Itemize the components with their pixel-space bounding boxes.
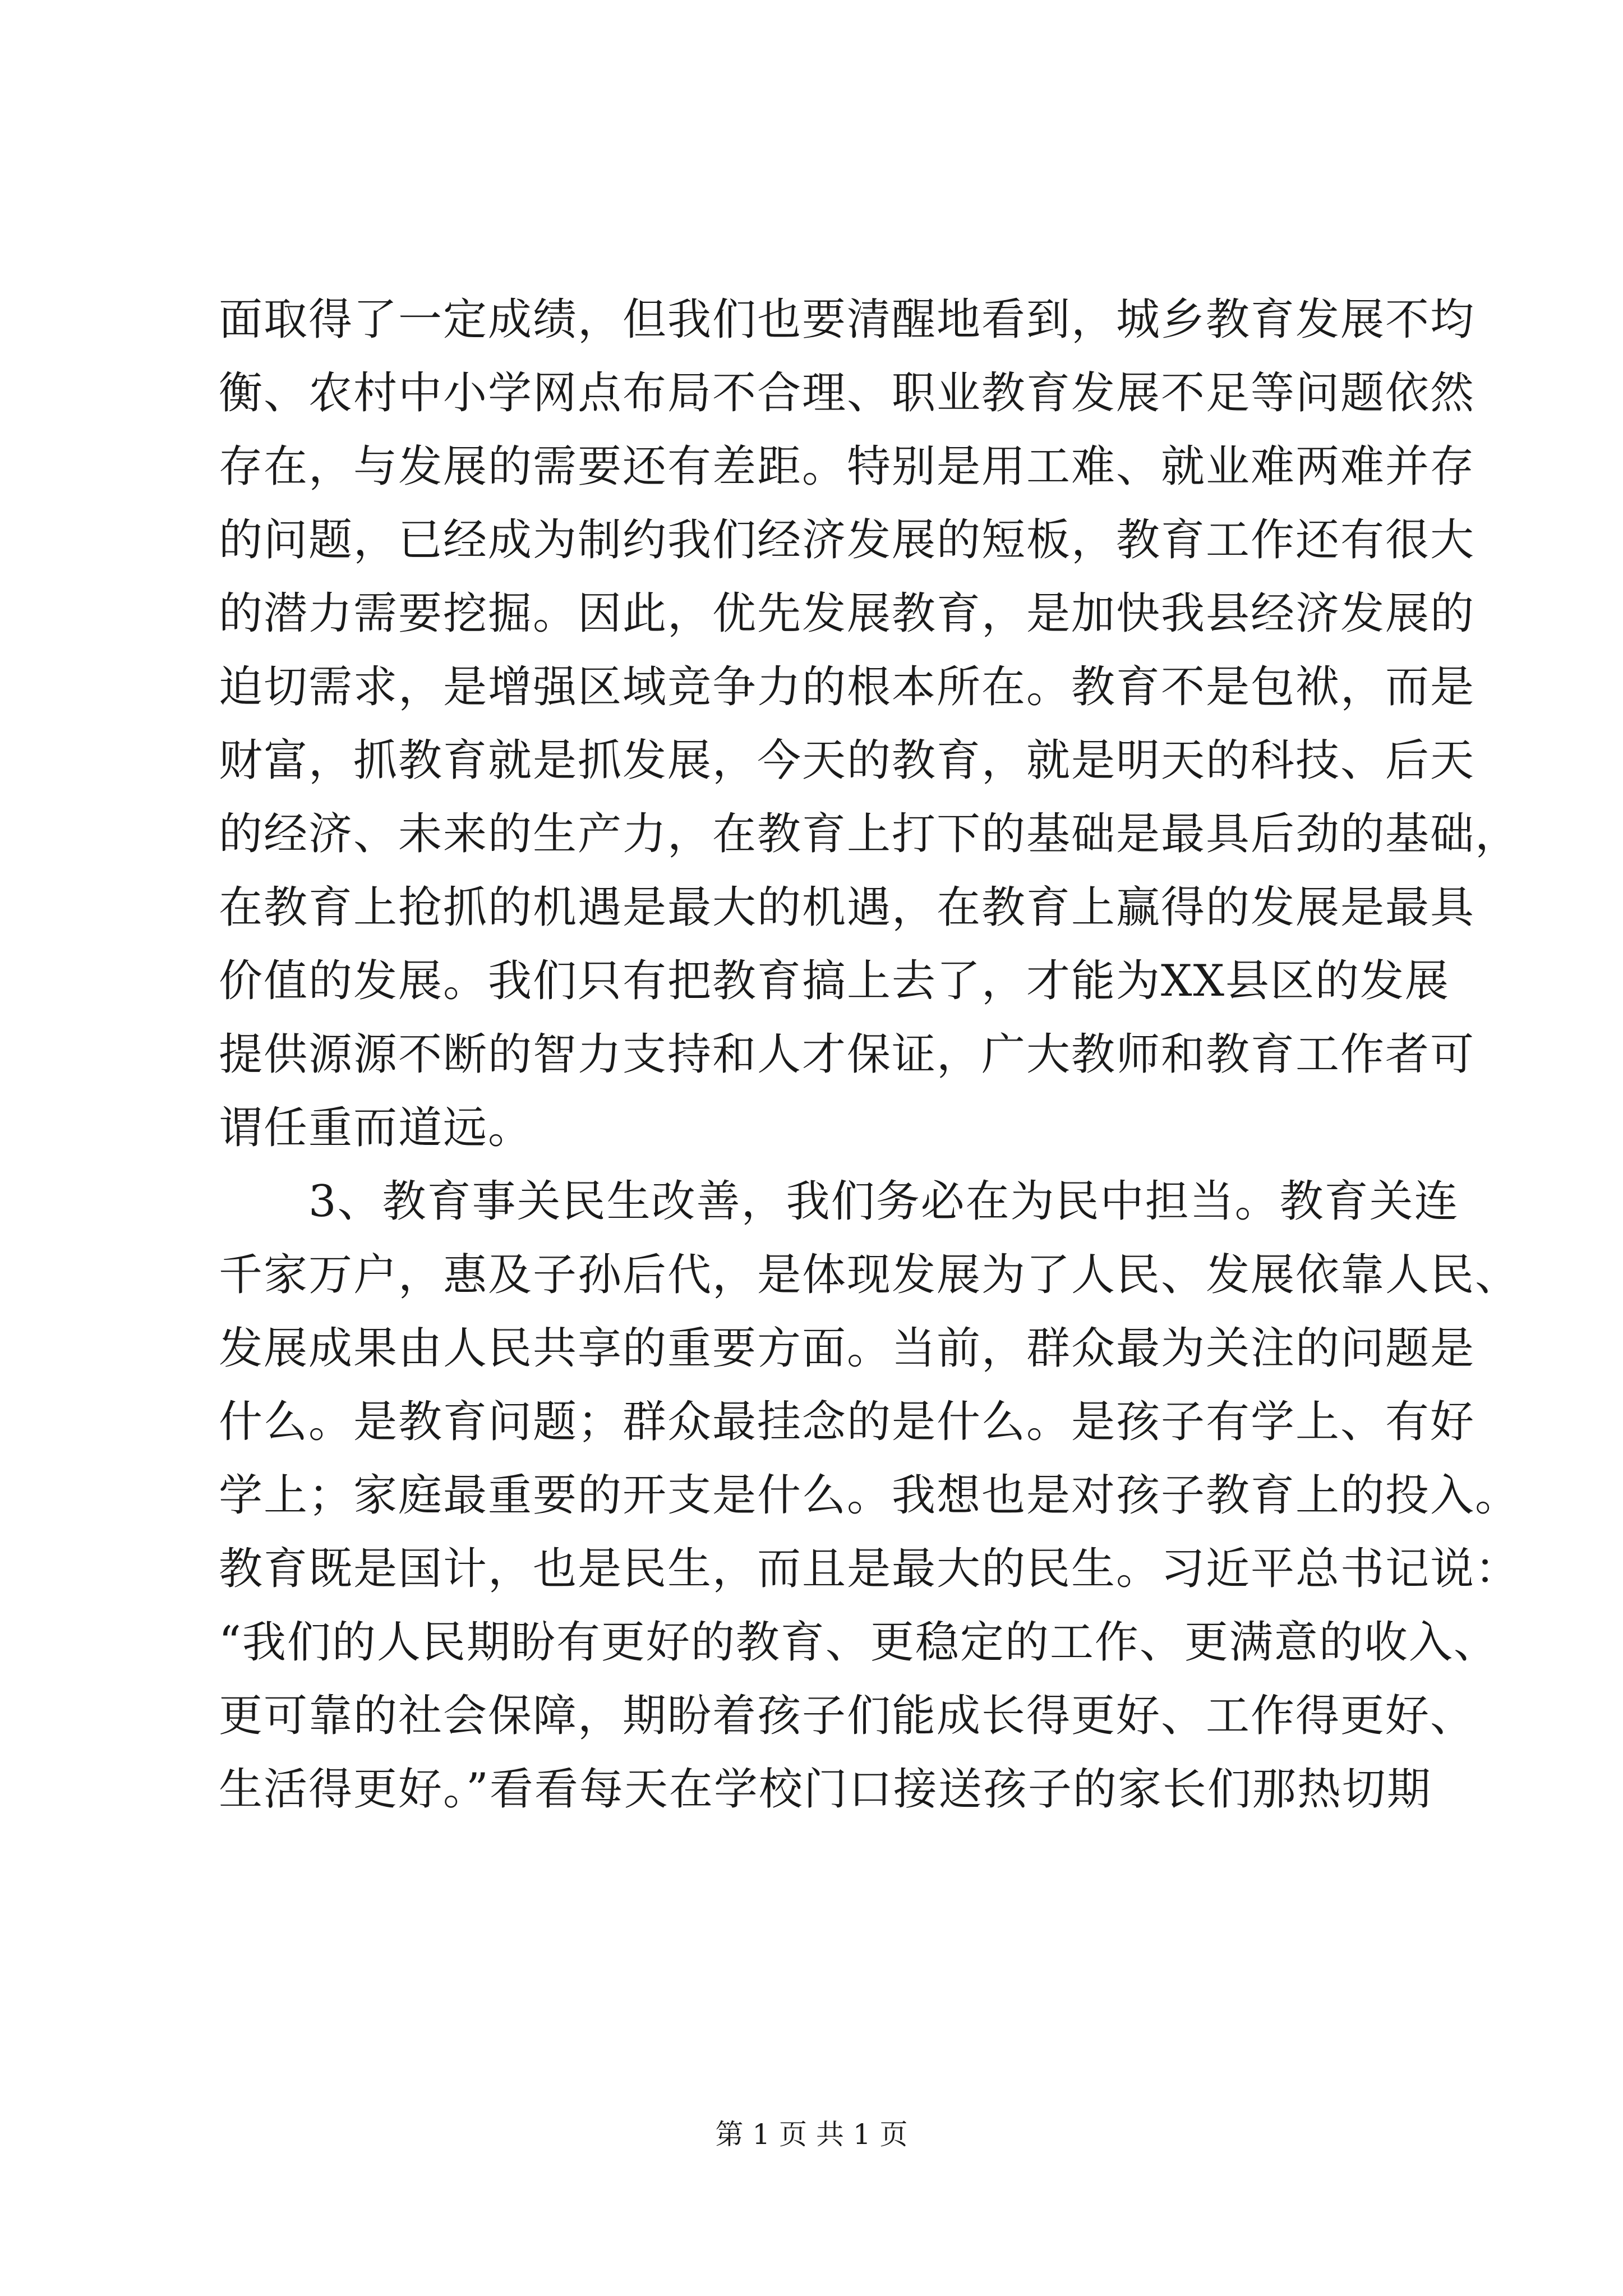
text-line: 教育既是国计，也是民生，而且是最大的民生。习近平总书记说： xyxy=(219,1544,1520,1594)
text-line: 更可靠的社会保障，期盼着孩子们能成长得更好、工作得更好、 xyxy=(219,1691,1476,1741)
text-line: 提供源源不断的智力支持和人才保证，广大教师和教育工作者可 xyxy=(219,1029,1476,1080)
text-line: 千家万户，惠及子孙后代，是体现发展为了人民、发展依靠人民、 xyxy=(219,1250,1520,1300)
text-line: 的问题，已经成为制约我们经济发展的短板，教育工作还有很大 xyxy=(219,515,1476,565)
text-line: 学上；家庭最重要的开支是什么。我想也是对孩子教育上的投入。 xyxy=(219,1470,1520,1521)
text-line: 生活得更好。”看看每天在学校门口接送孩子的家长们那热切期 xyxy=(219,1764,1432,1815)
paragraph-start-line: 3、教育事关民生改善，我们务必在为民中担当。教育关连 xyxy=(308,1176,1459,1227)
text-line: 财富，抓教育就是抓发展，今天的教育，就是明天的科技、后天 xyxy=(219,735,1476,786)
text-line: 衡、农村中小学网点布局不合理、职业教育发展不足等问题依然 xyxy=(219,368,1476,418)
text-line: 在教育上抢抓的机遇是最大的机遇，在教育上赢得的发展是最具 xyxy=(219,882,1476,933)
text-line: 发展成果由人民共享的重要方面。当前，群众最为关注的问题是 xyxy=(219,1323,1476,1374)
text-line: 谓任重而道远。 xyxy=(219,1103,533,1153)
text-line: 的潜力需要挖掘。因此，优先发展教育，是加快我县经济发展的 xyxy=(219,588,1476,639)
text-line: 迫切需求，是增强区域竞争力的根本所在。教育不是包袱，而是 xyxy=(219,662,1476,712)
body-text xyxy=(219,283,1520,1826)
text-line: 什么。是教育问题；群众最挂念的是什么。是孩子有学上、有好 xyxy=(219,1397,1476,1447)
page-number: 第 1 页 共 1 页 xyxy=(715,2118,908,2151)
text-line: “我们的人民期盼有更好的教育、更稳定的工作、更满意的收入、 xyxy=(219,1617,1498,1668)
text-line: 的经济、未来的生产力，在教育上打下的基础是最具后劲的基础， xyxy=(219,809,1520,859)
text-line: 面取得了一定成绩，但我们也要清醒地看到，城乡教育发展不均 xyxy=(219,295,1476,345)
text-line: 存在，与发展的需要还有差距。特别是用工难、就业难两难并存 xyxy=(219,441,1476,492)
page-footer xyxy=(0,2115,1623,2154)
text-line: 价值的发展。我们只有把教育搞上去了，才能为XX县区的发展 xyxy=(219,956,1450,1006)
